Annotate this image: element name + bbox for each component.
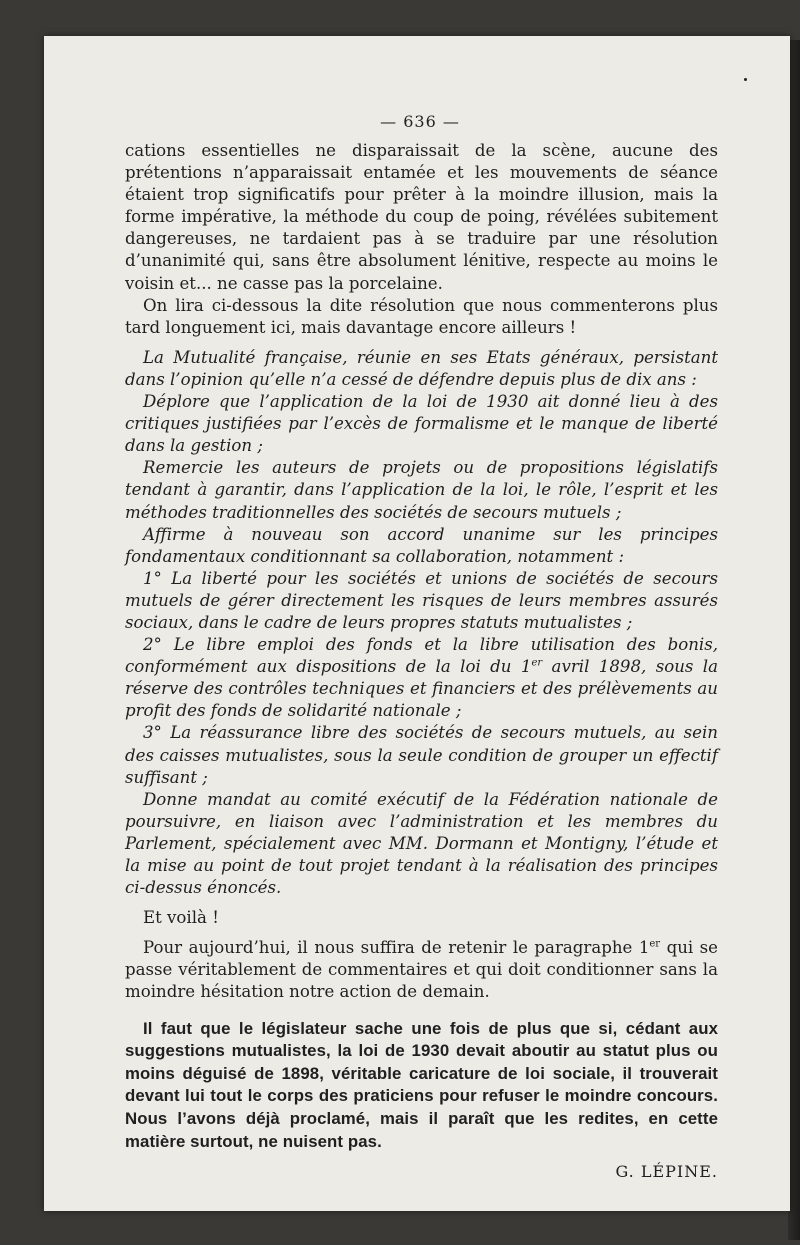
page-number: — 636 — [380,112,460,131]
paragraph-3 [125,937,718,1003]
signature: G. LÉPINE. [615,1162,718,1182]
resolution-intro: La Mutualité française, réunie en ses Etats généraux, persistant dans l’opinion qu’elle n’a cessé de défendre depuis plus de dix ans : [125,347,718,389]
resolution-item-2-end: avril 1898, sous la réserve des contrôles techniques et financiers et des prélèvements au profit des fonds de solidarité nationale ; [125,657,719,721]
article-body [125,104,718,1183]
resolution-mandat: Donne mandat au comité exécutif de la Fédération nationale de poursuivre, en liaison avec l’administration et les membres du Parlement, spécialement avec MM. Dormann et Montigny, l’étude et la mise au point de tout projet tendant à la réalisation des principes ci-dessus énoncés. [125,789,718,898]
resolution-item-2-start: 2° Le libre emploi des fonds et la libre utilisation des bonis, conformément aux dispositions de la loi du 1 [125,635,718,677]
paragraph-3-start: Pour aujourd’hui, il nous suffira de retenir le paragraphe 1 [143,938,650,958]
conclusion-bold: Il faut que le législateur sache une fois de plus que si, cédant aux suggestions mutualistes, la loi de 1930 devait aboutir au statut plus ou moins déguisé de 1898, véritable caricature de loi sociale, il trouverait devant lui tout le corps des praticiens pour refuser le moindre concours. Nous l’avons déjà proclamé, mais il paraît que les redites, en cette matière surtout, ne nuisent pas. [125,1018,718,1151]
resolution-item-2 [125,634,718,722]
resolution-item-1: 1° La liberté pour les sociétés et unions de sociétés de secours mutuels de gérer directement les risques de leurs membres assurés sociaux, dans le cadre de leurs propres statuts mutualistes ; [125,568,718,632]
resolution-remercie: Remercie les auteurs de projets ou de propositions législatifs tendant à garantir, dans l’application de la loi, le rôle, l’esprit et les méthodes traditionnelles des sociétés de secours mutuels ; [125,458,718,522]
paragraph-1: cations essentielles ne disparaissait de la scène, aucune des prétentions n’apparaissait entamée et les mouvements de séance étaient trop significatifs pour prêter à la moindre illusion, mais la forme impérative, la méthode du coup de poing, révélées subitement dangereuses, ne tardaient pas à se traduire par une résolution d’unanimité qui, sans être absolument lénitive, respecte au moins le voisin et... ne casse pas la porcelaine. [125,141,718,293]
scan-speck [744,78,747,81]
resolution-text [125,347,718,899]
resolution-item-3: 3° La réassurance libre des sociétés de secours mutuels, au sein des caisses mutualistes, sous la seule condition de grouper un effectif suffisant ; [125,723,718,787]
paragraph-2: On lira ci-dessous la dite résolution que nous commenterons plus tard longuement ici, mais davantage encore ailleurs ! [125,295,718,337]
paragraph-3-end: qui se passe véritablement de commentaires et qui doit conditionner sans la moindre hésitation notre action de demain. [125,938,718,1002]
resolution-deplore: Déplore que l’application de la loi de 1930 ait donné lieu à des critiques justifiées par l’excès de formalisme et le manque de liberté dans la gestion ; [125,392,718,456]
et-voila: Et voilà ! [143,908,219,928]
superscript-er: er [649,938,661,950]
resolution-affirme: Affirme à nouveau son accord unanime sur les principes fondamentaux conditionnant sa collaboration, notamment : [125,524,718,566]
superscript-er: er [531,657,543,669]
